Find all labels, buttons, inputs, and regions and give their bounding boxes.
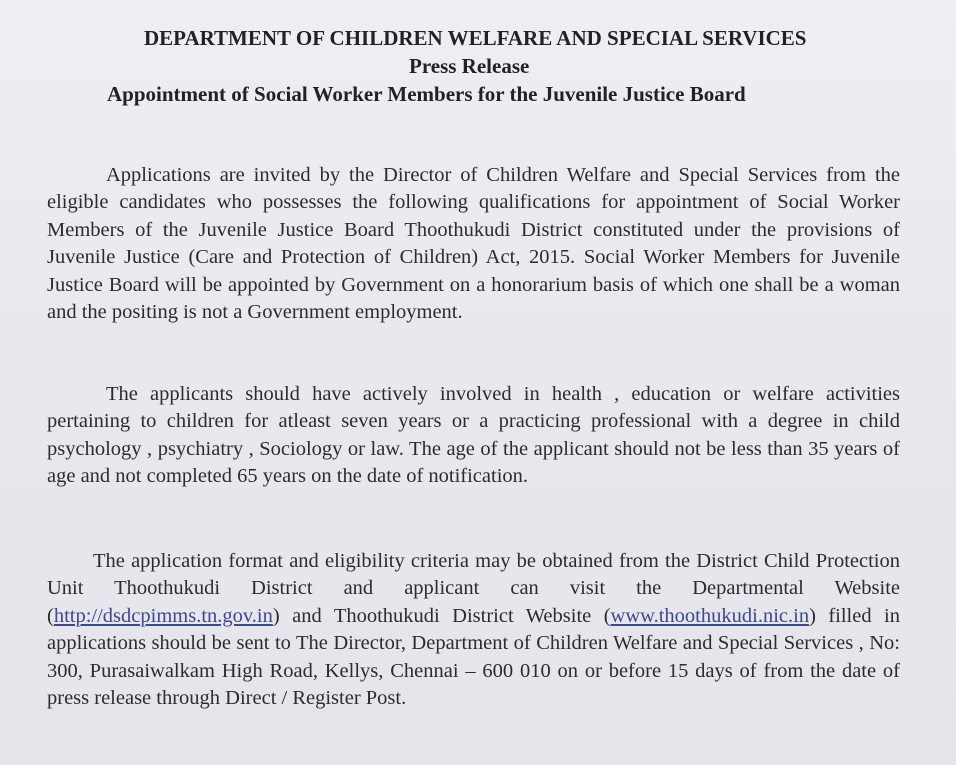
- press-release-title: Press Release: [409, 54, 530, 78]
- paragraph-1-text: Applications are invited by the Director of Children Welfare and Special Services from the eligible candidates who possesses the following qualifications for appointment of Social Worker Members of the Juvenile Justice Board Thoothukudi District constituted under the provisions of Juvenile Justice (Care and Protection of Children) Act, 2015. Social Worker Members for Juvenile Justice Board will be appointed by Government on a honorarium basis of which one shall be a woman and the positing is not a Government employment.: [47, 164, 900, 324]
- departmental-website-link[interactable]: http://dsdcpimms.tn.gov.in: [53, 604, 273, 627]
- paragraph-3-text-part-2: ) and Thoothukudi District Website (: [272, 604, 611, 627]
- paragraph-2-text: The applicants should have actively involved in health , education or welfare activities pertaining to children for atleast seven years or a practicing professional with a degree in child psychology , psychiatry , Sociology or law. The age of the applicant should not be less than 35 years of age and not completed 65 years on the date of notification.: [47, 383, 900, 488]
- paragraph-eligibility: [47, 381, 900, 491]
- district-website-link[interactable]: www.thoothukudi.nic.in: [610, 604, 810, 627]
- paragraph-3-text-part-3: ) filled in applications should be sent to The Director, Department of Children Welfare and Special Services , No: 300, Purasaiwalkam High Road, Kellys, Chennai – 600 010 on or before 15 days of from the date of press release through Direct / Register Post.: [47, 604, 900, 710]
- paragraph-application-process: [47, 548, 900, 712]
- paragraph-applications-invited: [47, 162, 900, 326]
- paragraph-3-text-part-1: The application format and eligibility criteria may be obtained from the District Child Protection Unit Thoothukudi District and applicant can visit the Departmental Website (: [47, 550, 900, 627]
- subject-title: Appointment of Social Worker Members for the Juvenile Justice Board: [107, 82, 746, 106]
- department-title: DEPARTMENT OF CHILDREN WELFARE AND SPECIAL SERVICES: [144, 26, 807, 50]
